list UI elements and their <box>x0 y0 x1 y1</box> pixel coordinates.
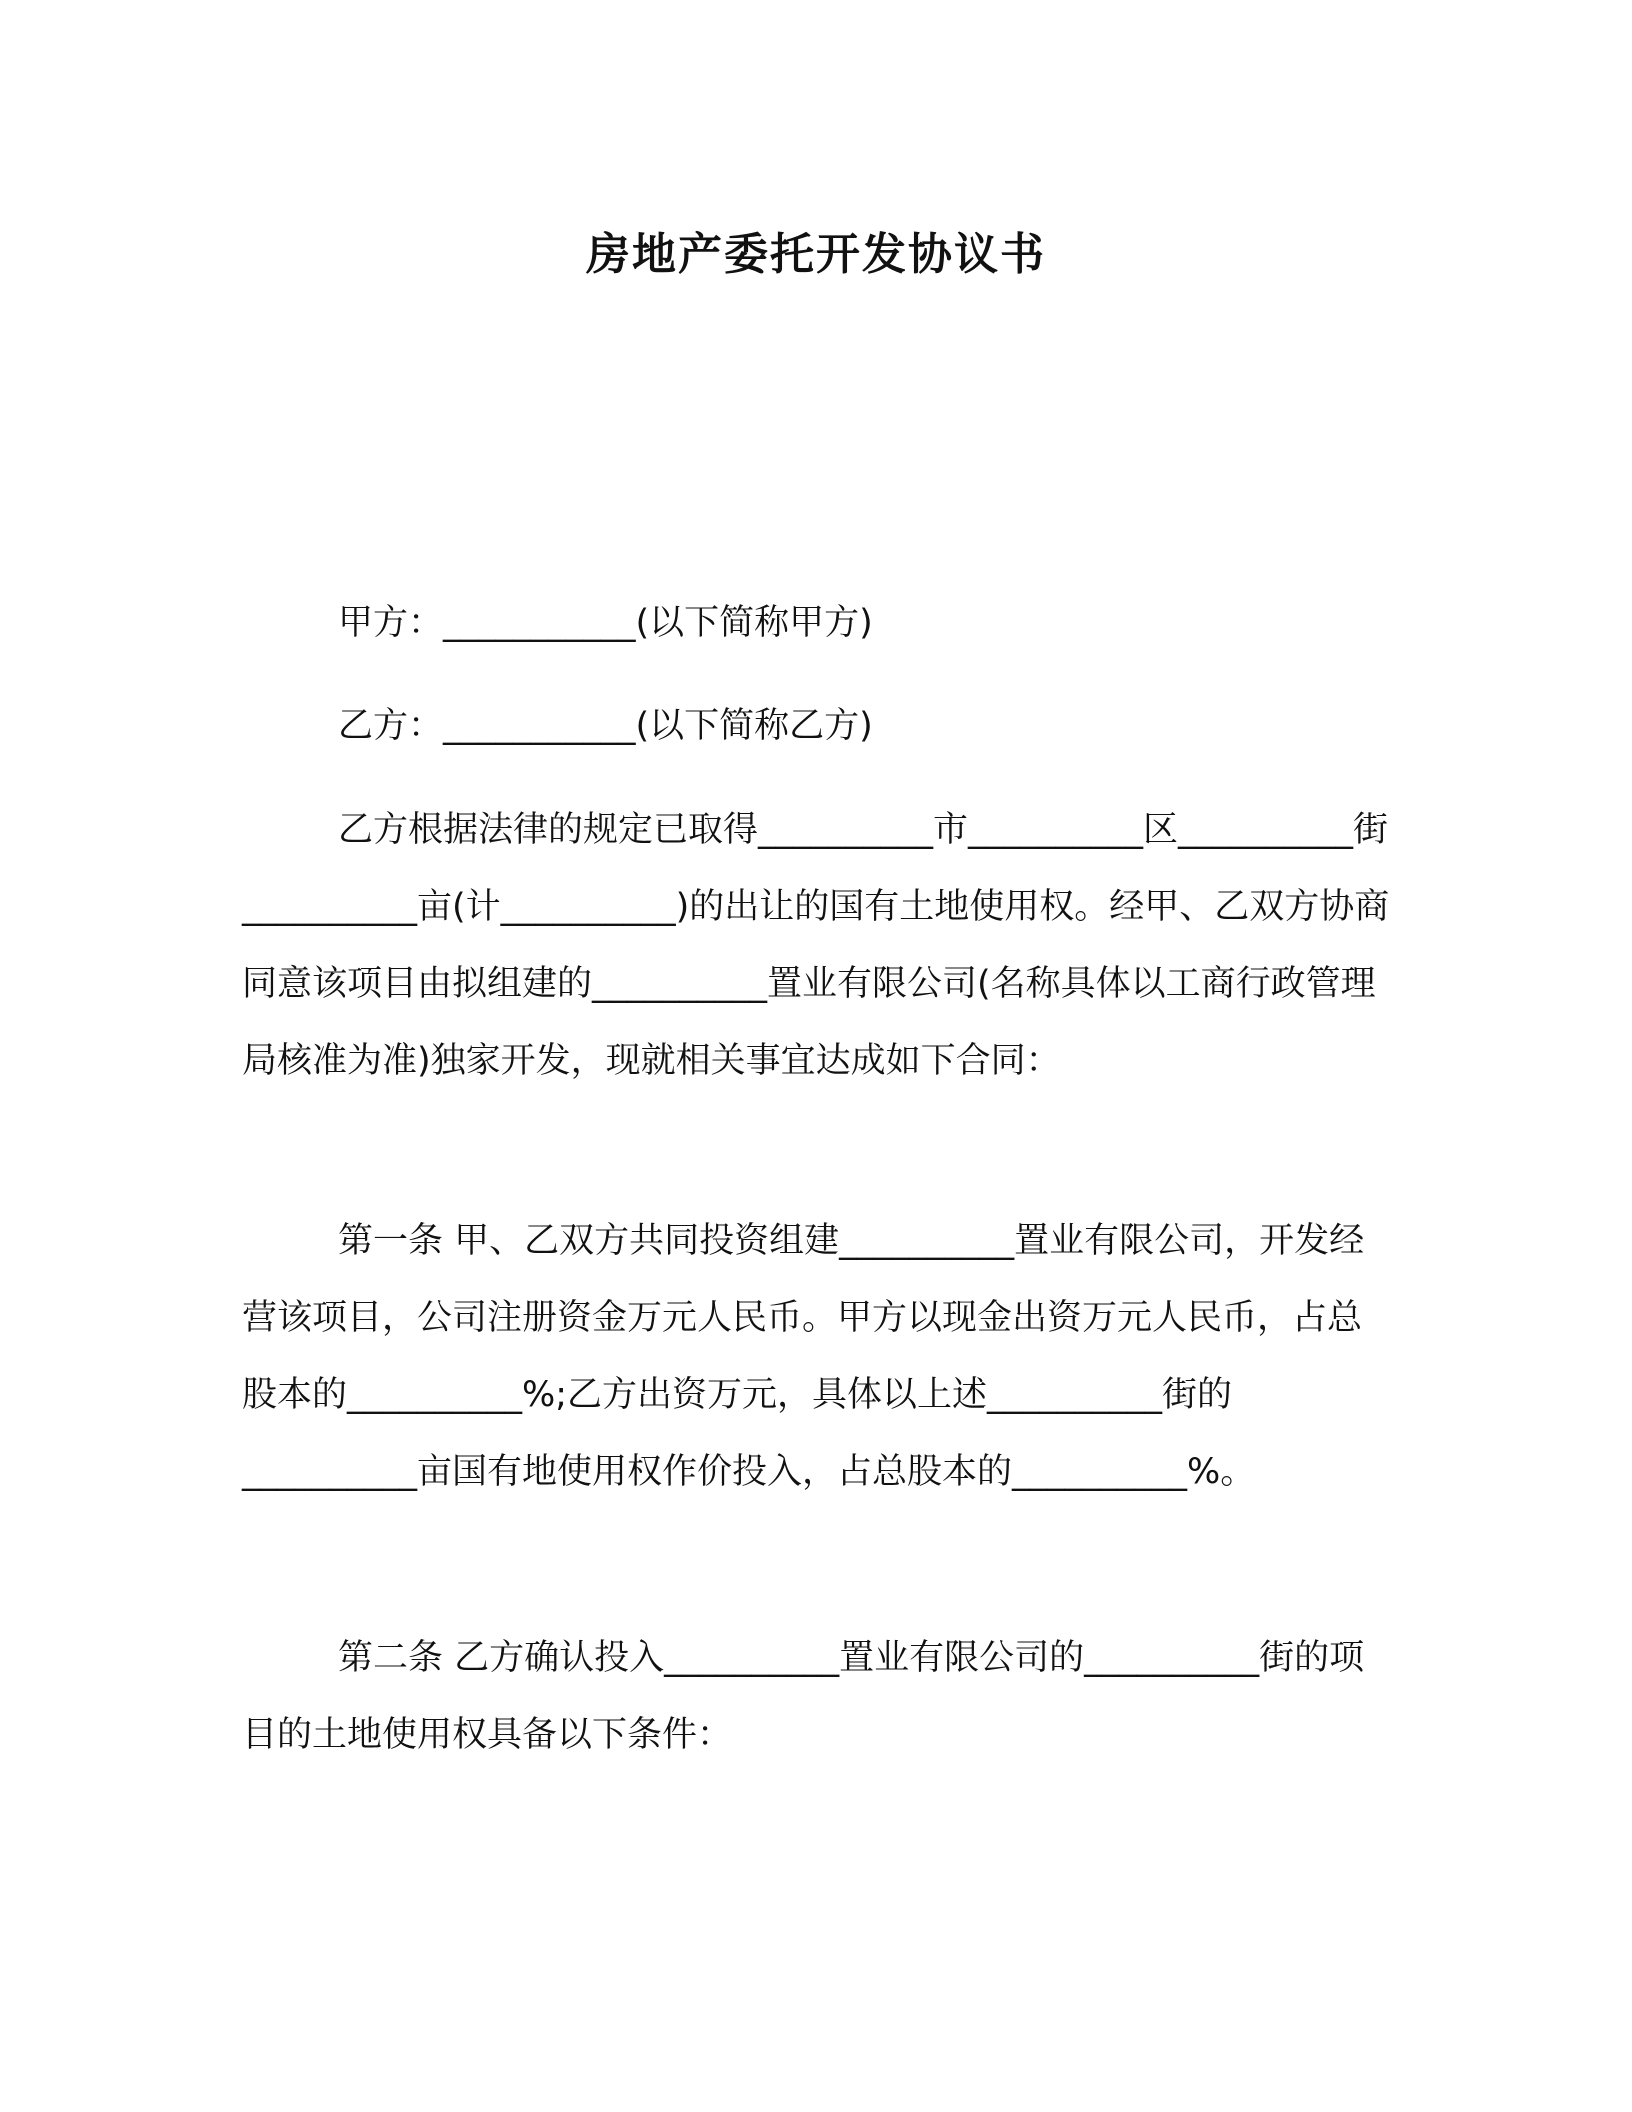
article-1-paragraph: 第一条 甲、乙双方共同投资组建__________置业有限公司，开发经营该项目，公司注册资金万元人民币。甲方以现金出资万元人民币，占总股本的__________%;乙方出资万元，具体以上述__________街的__________亩国有地使用权作价投入，占总股本的__________%。 <box>242 1221 1365 1492</box>
party-b-line: 乙方：___________(以下简称乙方) <box>338 706 873 746</box>
intro-paragraph: 乙方根据法律的规定已取得__________市__________区__________街__________亩(计__________)的出让的国有土地使用权。经甲、乙双方协商同意该项目由拟组建的__________置业有限公司(名称具体以工商行政管理局核准为准)独家开发，现就相关事宜达成如下合同： <box>242 810 1390 1081</box>
party-a-line: 甲方：___________(以下简称甲方) <box>338 603 873 643</box>
document-title: 房地产委托开发协议书 <box>586 229 1046 280</box>
article-2-paragraph: 第二条 乙方确认投入__________置业有限公司的__________街的项目的土地使用权具备以下条件： <box>242 1638 1365 1755</box>
